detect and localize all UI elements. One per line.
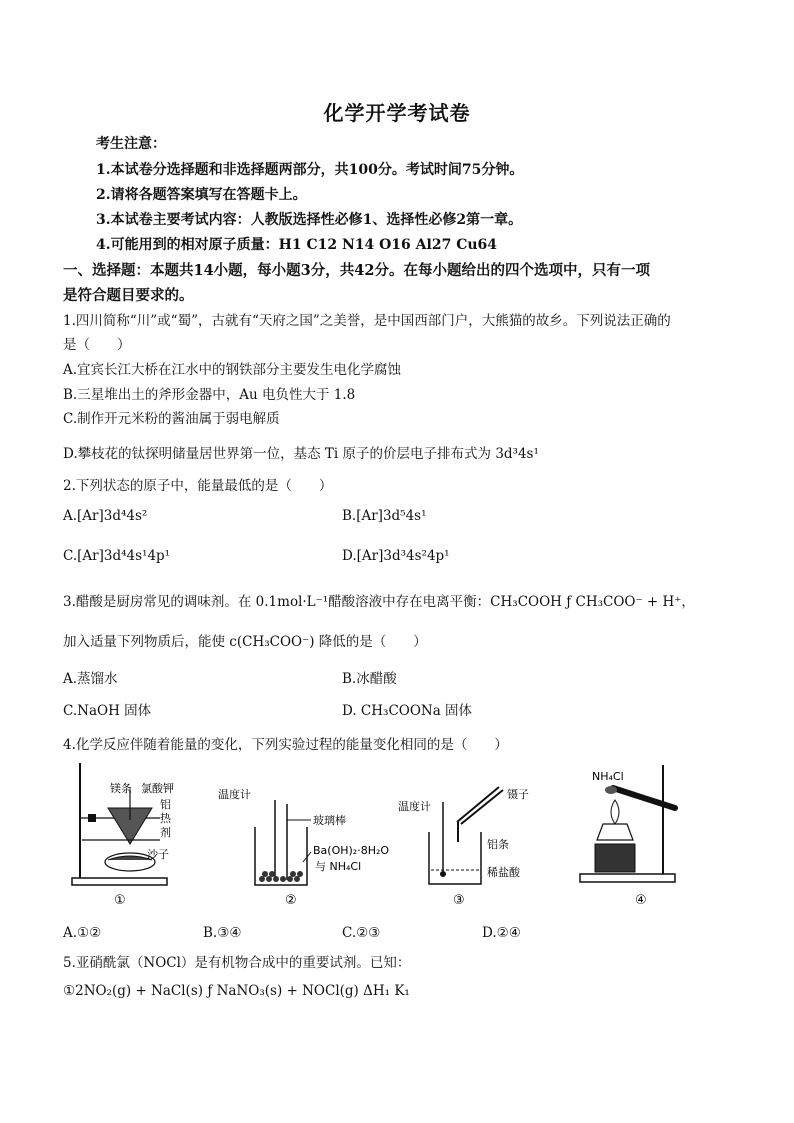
fig1-label-6: 沙子 (147, 848, 169, 861)
q1-option-c: C.制作开元米粉的酱油属于弱电解质 (63, 411, 280, 427)
fig2-label-3: Ba(OH)₂·8H₂O (313, 844, 390, 857)
q3-stem-line1: 3.醋酸是厨房常见的调味剂。在 0.1mol·L⁻¹醋酸溶液中存在电离平衡：CH₃COOH ƒ CH₃COO⁻ + H⁺， (63, 594, 695, 610)
q1-option-d: D.攀枝花的钛探明储量居世界第一位，基态 Ti 原子的价层电子排布式为 3d³4s¹ (63, 446, 539, 462)
q4-stem: 4.化学反应伴随着能量的变化，下列实验过程的能量变化相同的是（ ） (63, 737, 508, 753)
notice-heading: 考生注意： (96, 136, 166, 152)
figure-aluminum-acid (395, 782, 545, 910)
notice-item-4: 4.可能用到的相对原子质量：H1 C12 N14 O16 Al27 Cu64 (96, 237, 498, 253)
q1-option-a: A.宜宾长江大桥在江水中的钢铁部分主要发生电化学腐蚀 (63, 362, 402, 378)
q2-stem: 2.下列状态的原子中，能量最低的是（ ） (63, 478, 333, 494)
q4-option-b: B.③④ (203, 925, 242, 941)
q2-option-c: C.[Ar]3d⁴4s¹4p¹ (63, 548, 171, 564)
q1-option-b: B.三星堆出土的斧形金器中，Au 电负性大于 1.8 (63, 387, 356, 403)
fig2-label-4: 与 NH₄Cl (315, 860, 362, 873)
q4-option-d: D.②④ (482, 925, 521, 941)
notice-item-3: 3.本试卷主要考试内容：人教版选择性必修1、选择性必修2第一章。 (96, 212, 523, 228)
q4-option-a: A.①② (63, 925, 102, 941)
fig3-number: ③ (453, 893, 465, 908)
notice-item-1: 1.本试卷分选择题和非选择题两部分，共100分。考试时间75分钟。 (96, 162, 524, 178)
fig1-number: ① (114, 893, 126, 908)
q1-stem-line2: 是（ ） (63, 337, 131, 353)
fig3-label-2: 镊子 (507, 788, 529, 801)
q1-stem-line1: 1.四川简称“川”或“蜀”，古就有“天府之国”之美誉，是中国西部门户，大熊猫的故乡。下列说法正确的 (63, 313, 671, 329)
fig1-label-5: 剂 (160, 826, 171, 839)
q3-option-b: B.冰醋酸 (342, 671, 397, 687)
fig4-label-1: NH₄Cl (592, 770, 624, 783)
q3-option-a: A.蒸馏水 (63, 671, 118, 687)
figure-heating-nh4cl (575, 762, 695, 910)
q3-stem-line2: 加入适量下列物质后，能使 c(CH₃COO⁻) 降低的是（ ） (63, 634, 427, 650)
q3-option-d: D. CH₃COONa 固体 (342, 703, 473, 719)
q5-stem: 5.亚硝酰氯（NOCl）是有机物合成中的重要试剂。已知： (63, 955, 411, 971)
fig3-label-4: 稀盐酸 (487, 866, 520, 879)
figure-beaker-endothermic (215, 782, 390, 910)
q2-option-d: D.[Ar]3d³4s²4p¹ (342, 548, 450, 564)
figure-thermite (70, 760, 174, 910)
q5-equation-1: ①2NO₂(g) + NaCl(s) ƒ NaNO₃(s) + NOCl(g) ΔH₁ K₁ (63, 983, 410, 999)
fig2-number: ② (285, 893, 297, 908)
fig3-label-3: 铝条 (487, 838, 509, 851)
notice-item-2: 2.请将各题答案填写在答题卡上。 (96, 187, 307, 203)
fig3-label-1: 温度计 (398, 800, 431, 813)
q2-option-a: A.[Ar]3d⁴4s² (63, 508, 148, 524)
section-heading-line2: 是符合题目要求的。 (63, 287, 194, 304)
section-heading-line1: 一、选择题：本题共14小题，每小题3分，共42分。在每小题给出的四个选项中，只有一项 (63, 262, 650, 279)
fig4-number: ④ (635, 893, 647, 908)
fig1-label-4: 热 (160, 812, 171, 825)
q4-option-c: C.②③ (342, 925, 381, 941)
fig2-label-1: 温度计 (218, 788, 251, 801)
q2-option-b: B.[Ar]3d⁵4s¹ (342, 508, 427, 524)
q3-option-c: C.NaOH 固体 (63, 703, 152, 719)
fig2-label-2: 玻璃棒 (313, 814, 346, 827)
page-title: 化学开学考试卷 (323, 101, 471, 125)
fig1-label-2: 氯酸钾 (141, 782, 174, 795)
fig1-label-3: 铝 (160, 798, 171, 811)
fig1-label-1: 镁条 (110, 782, 132, 795)
